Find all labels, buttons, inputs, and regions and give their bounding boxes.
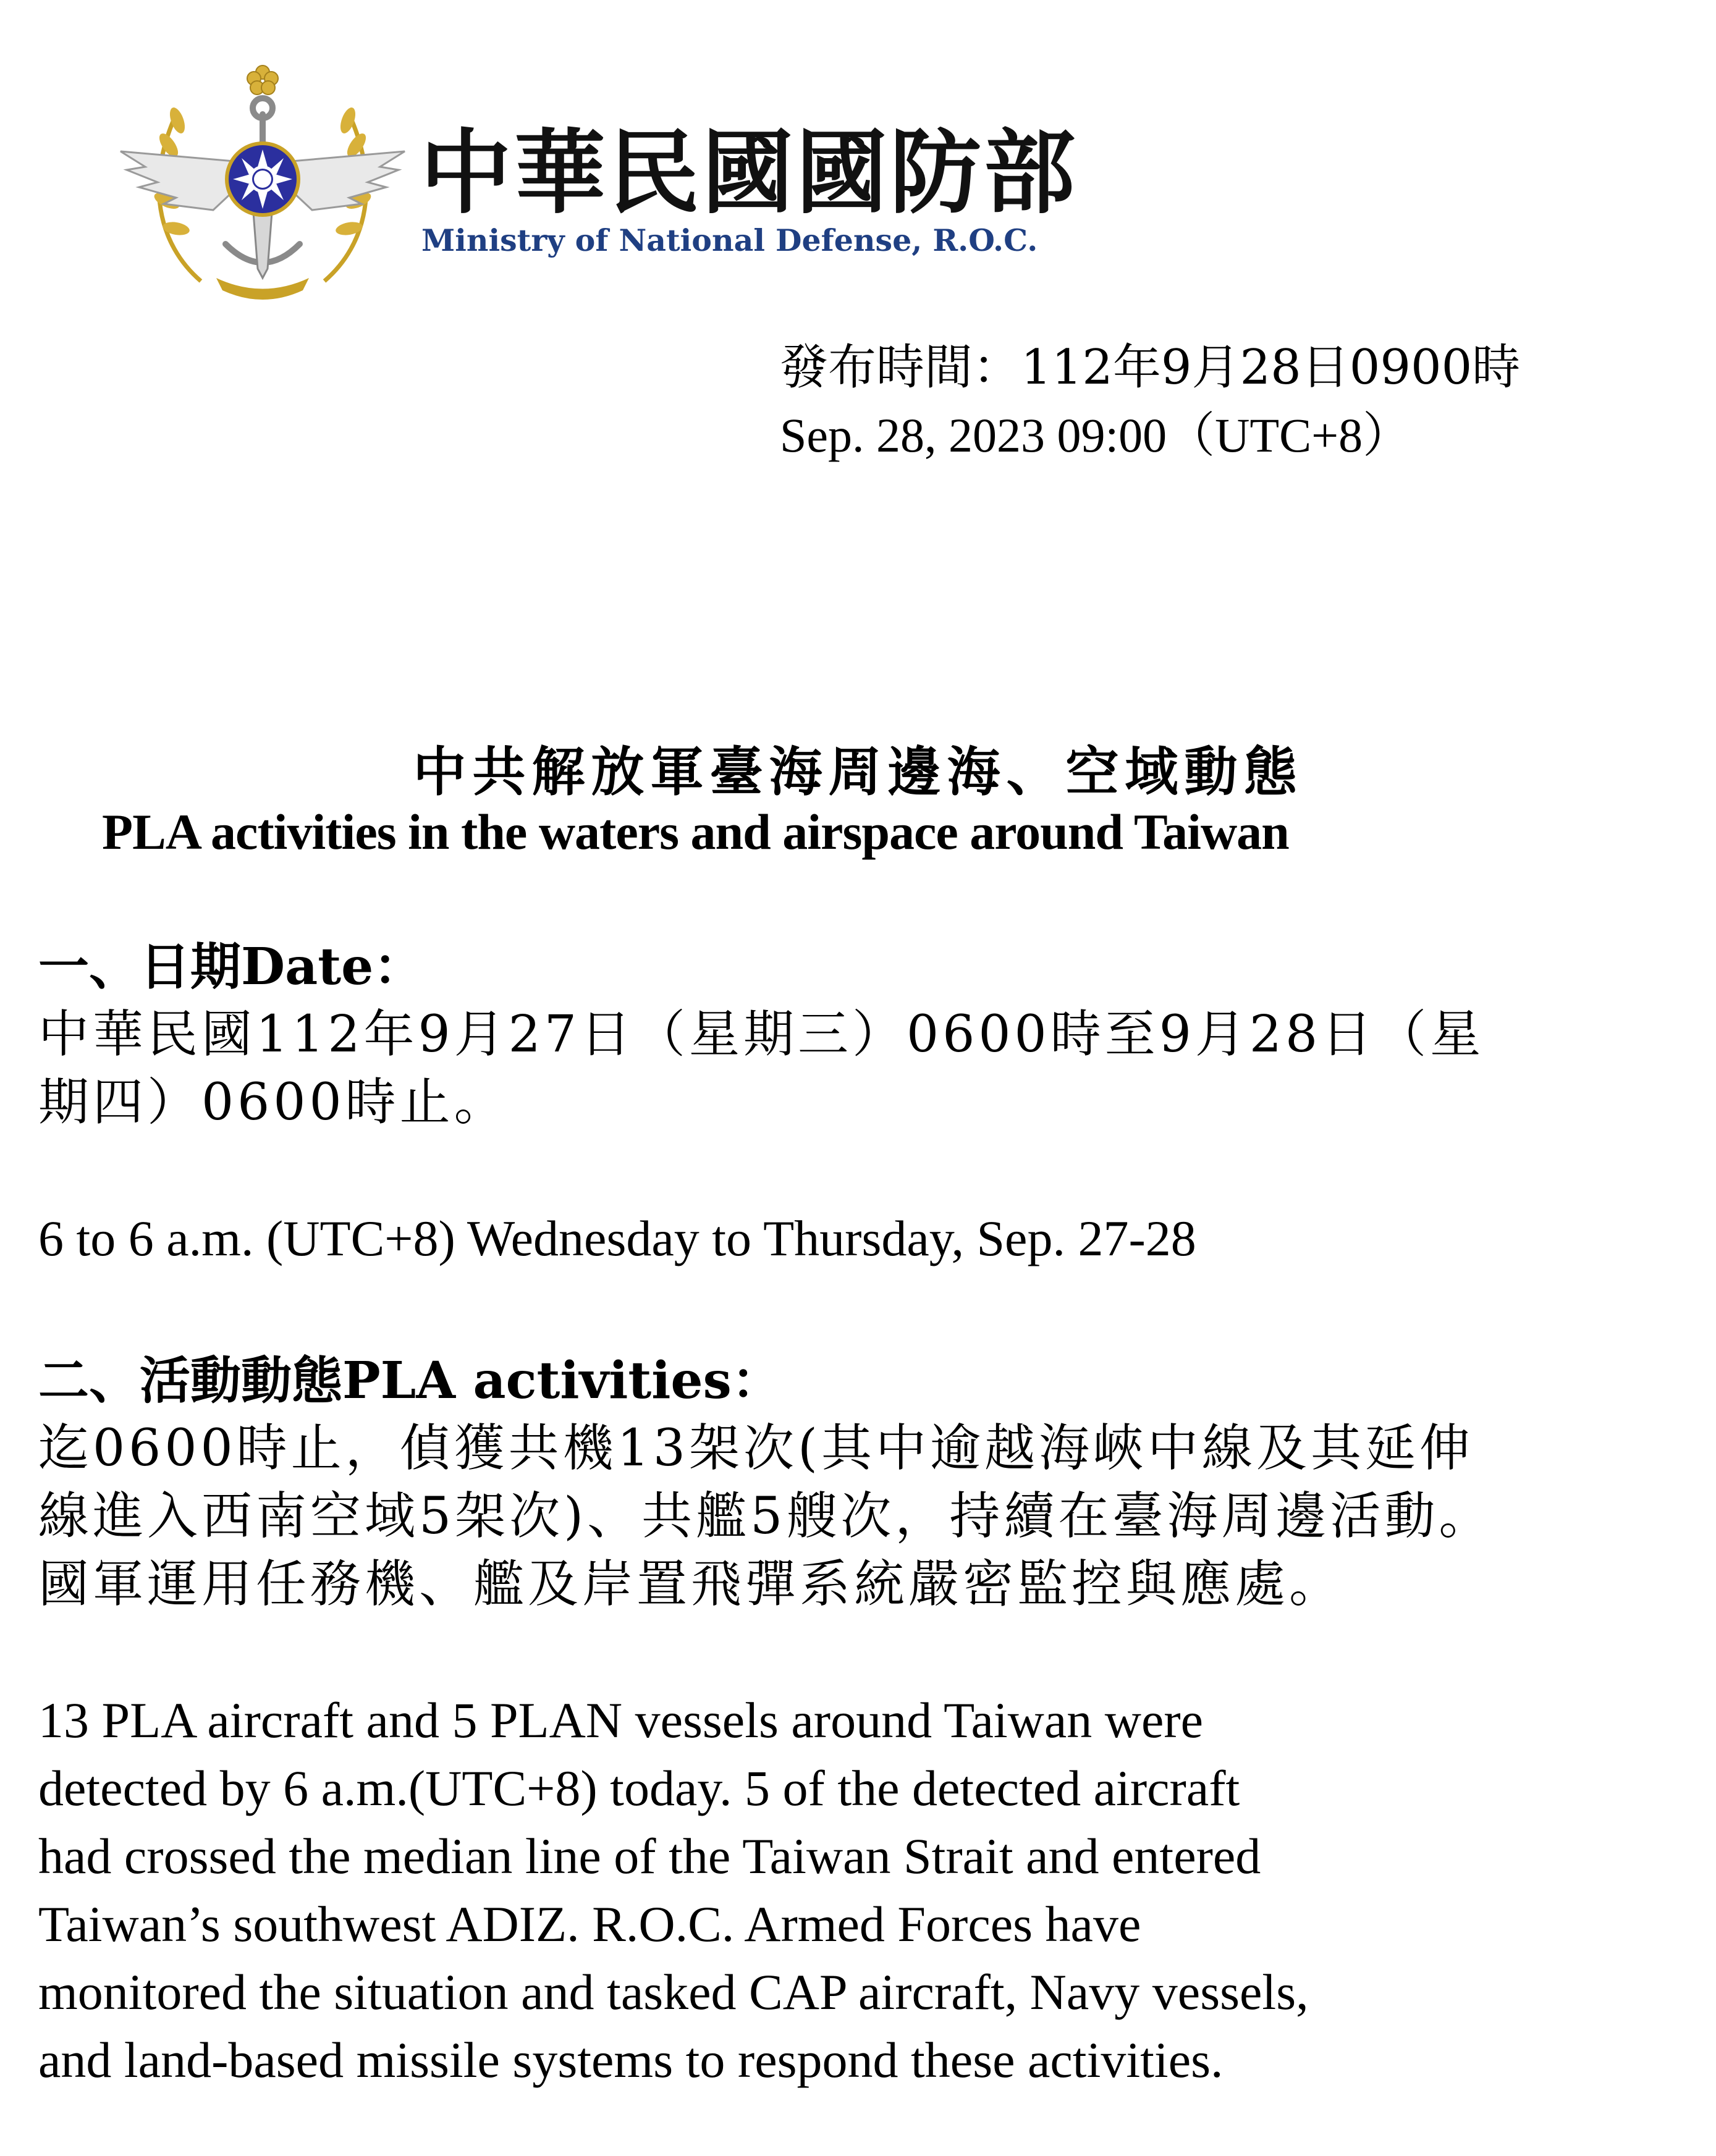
section-activities-en-line: had crossed the median line of the Taiwan Strait and entered	[38, 1828, 1261, 1884]
org-name-en: Ministry of National Defense, R.O.C.	[421, 222, 1038, 258]
release-time-zh: 發布時間：112年9月28日0900時	[780, 340, 1521, 395]
section-date	[38, 933, 1682, 1273]
section-activities-zh-line: 國軍運用任務機、艦及岸置飛彈系統嚴密監控與應處。	[38, 1555, 1344, 1614]
section-activities	[38, 1347, 1682, 2094]
section-activities-en-line: monitored the situation and tasked CAP aircraft, Navy vessels,	[38, 1964, 1309, 2020]
document-title-en: PLA activities in the waters and airspace around Taiwan	[102, 804, 1289, 860]
section-activities-heading: 二、活動動態PLA activities：	[38, 1351, 782, 1410]
section-date-zh-line: 期四）0600時止。	[38, 1073, 509, 1132]
section-activities-en-line: Taiwan’s southwest ADIZ. R.O.C. Armed Forces have	[38, 1896, 1141, 1952]
release-time	[780, 334, 1520, 470]
section-activities-en-line: 13 PLA aircraft and 5 PLAN vessels around Taiwan were	[38, 1692, 1204, 1748]
org-name-zh: 中華民國國防部	[420, 119, 1078, 226]
section-date-en: 6 to 6 a.m. (UTC+8) Wednesday to Thursday, Sep. 27-28	[38, 1210, 1196, 1266]
section-activities-en-line: and land-based missile systems to respond these activities.	[38, 2032, 1224, 2088]
document-title-zh: 中共解放軍臺海周邊海、空域動態	[413, 741, 1303, 803]
section-date-heading: 一、日期Date：	[38, 937, 425, 996]
release-time-en: Sep. 28, 2023 09:00（UTC+8）	[780, 408, 1411, 462]
section-activities-zh-line: 迄0600時止，偵獲共機13架次(其中逾越海峽中線及其延伸	[38, 1419, 1474, 1478]
section-activities-en-line: detected by 6 a.m.(UTC+8) today. 5 of the detected aircraft	[38, 1760, 1240, 1816]
section-date-zh-line: 中華民國112年9月27日（星期三）0600時至9月28日（星	[38, 1005, 1485, 1064]
section-activities-zh-line: 線進入西南空域5架次)、共艦5艘次，持續在臺海周邊活動。	[38, 1487, 1494, 1546]
mnd-emblem-logo	[108, 59, 417, 306]
